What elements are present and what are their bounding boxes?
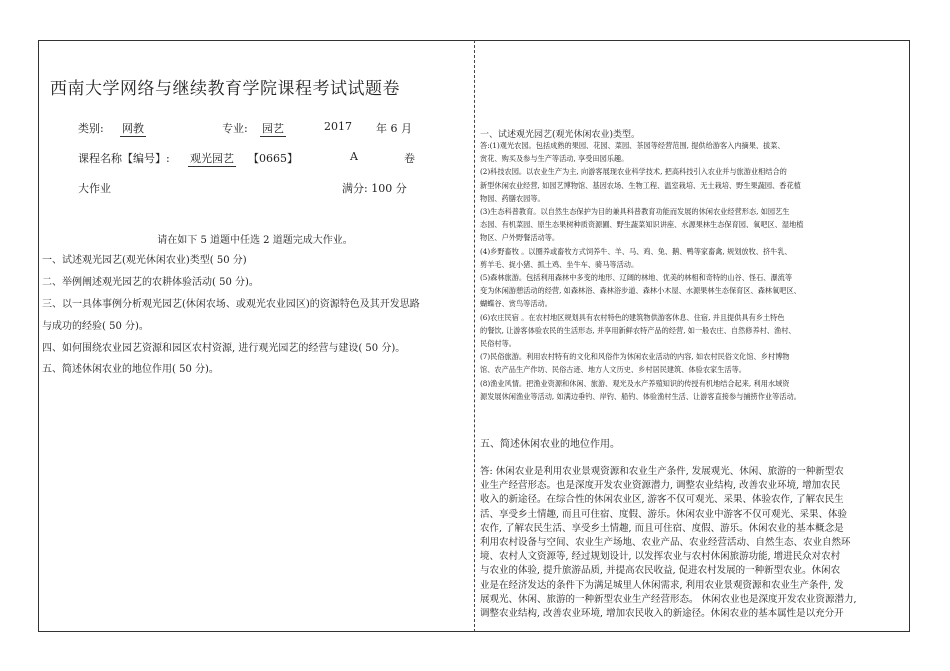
question-3: 三、以一具体事例分析观光园艺(休闲农场、或观光农业园区)的资源特色及其开发思路 bbox=[42, 299, 420, 310]
answer-line: 态园、有机菜园、原生态果树种质资源圃、野生蔬菜知识讲座、水源果林生态保育园、氧吧区、湿地植 bbox=[480, 220, 804, 230]
answer-5-body bbox=[480, 465, 857, 621]
question-4: 四、如何围绕农业园艺资源和园区农村资源, 进行观光园艺的经营与建设( 50 分)。 bbox=[42, 343, 406, 354]
answer-line: 收入的新途径。在综合性的休闲农业区, 游客不仅可观光、采果、体验农作, 了解农民生 bbox=[480, 494, 844, 506]
exam-month: 年 6 月 bbox=[376, 122, 412, 135]
course-label: 课程名称【编号】: bbox=[78, 152, 170, 165]
answer-line: (8)渔业风情。把渔业资源和休闲、旅游、观光及水产养殖知识的传授有机地结合起来, 利用水域资 bbox=[480, 378, 790, 388]
answer-line: 馆、农产品生产作坊、民俗古迹、地方人文历史、乡村居民建筑、体验农家生活等。 bbox=[480, 365, 746, 375]
answer-line: 蝴蝶谷、赏鸟等活动。 bbox=[480, 299, 552, 309]
answer-line: 民俗村等。 bbox=[480, 339, 516, 349]
answer-line: 的餐饮, 让游客体验农民的生活形态, 并享用新鲜农特产品的经营, 如一般农庄、自然修养村、渔村、 bbox=[480, 325, 796, 335]
paper-letter: A bbox=[350, 150, 358, 163]
answer-line: 业生产经营形态。也是深度开发农业资源潜力, 调整农业结构, 改善农业环境, 增加农民 bbox=[480, 480, 841, 492]
instruction: 请在如下 5 道题中任选 2 道题完成大作业。 bbox=[157, 235, 353, 246]
exam-title: 西南大学网络与继续教育学院课程考试试题卷 bbox=[50, 79, 400, 99]
column-divider bbox=[474, 40, 475, 632]
answer-line: 物区、户外野餐活动等。 bbox=[480, 233, 560, 243]
answer-line: 剪羊毛、捉小猪、抓土鸡、坐牛车、骑马等活动。 bbox=[480, 259, 639, 269]
answer-line: 调整农业结构, 改善农业环境, 增加农民收入的新途径。休闲农业的基本属性是以充分开 bbox=[480, 608, 844, 620]
course-code: 【0665】 bbox=[248, 152, 298, 165]
answer-1-heading: 一、试述观光园艺(观光休闲农业)类型。 bbox=[480, 130, 641, 140]
answer-line: 赏花、购买及参与生产等活动, 享受田园乐趣。 bbox=[480, 154, 629, 164]
answer-line: 源发展休闲渔业等活动, 如满边垂钓、岸钓、船钓、体验渔村生活、让游客直接参与捕捞作业等活动。 bbox=[480, 391, 801, 401]
answer-line: (7)民俗旅游。利用农村特有的文化和风俗作为休闲农业活动的内容, 如农村民俗文化馆、乡村博物 bbox=[480, 352, 790, 362]
exam-year: 2017 bbox=[324, 120, 352, 133]
answer-line: (4)乡野畜牧 。以圈养或畜牧方式饲养牛、羊、马、鸡、兔、鹅、鸭等家畜禽, 规划放牧、挤牛乳、 bbox=[480, 246, 792, 256]
answer-line: 答:(1)观光农园。包括成熟的果园、花园、菜园、茶园等经营范围, 提供给游客入内摘果、拔菜、 bbox=[480, 141, 785, 150]
answer-line: 展观光、休闲、旅游的一种新型农业生产经营形态。 休闲农业也是深度开发农业资源潜力, bbox=[480, 593, 857, 605]
question-2: 二、举例阐述观光园艺的农耕体验活动( 50 分)。 bbox=[42, 277, 259, 288]
answer-line: (5)森林旅游。包括利用森林中多变的地形、辽阔的林地、优美的林相和奇特的山谷、怪石、瀑流等 bbox=[480, 273, 793, 283]
answer-line: 与农业的体验, 提升旅游品质, 并提高农民收益, 促进农村发展的一种新型农业。休闲农 bbox=[480, 565, 841, 577]
category-label: 类别: bbox=[78, 122, 104, 135]
question-5: 五、简述休闲农业的地位作用( 50 分)。 bbox=[42, 364, 219, 375]
answer-line: 利用农村设备与空间、农业生产场地、农业产品、农业经营活动、自然生态、农业自然环 bbox=[480, 537, 851, 549]
category-value: 网教 bbox=[122, 122, 144, 135]
major-value: 园艺 bbox=[262, 122, 284, 135]
answer-line: 境、农村人文资源等, 经过规划设计, 以发挥农业与农村休闲旅游功能, 增进民众对农村 bbox=[480, 551, 841, 563]
answer-line: (6)农庄民宿 。在农村地区规划具有农村特色的建筑物供游客休息、住宿, 并且提供具有乡土特色 bbox=[480, 312, 785, 322]
answer-1-body bbox=[480, 139, 803, 403]
answer-line: (3)生态科普教育。以自然生态保护为目的兼具科普教育功能而发展的休闲农业经营形态, 如园艺生 bbox=[480, 207, 790, 217]
answer-line: (2)科技农园。以农业生产为主, 向游客展现农业科学技术, 把高科技引入农业并与旅游业相结合的 bbox=[480, 167, 787, 177]
answer-line: 物园、药膳农园等。 bbox=[480, 193, 545, 203]
answer-line: 业是在经济发达的条件下为满足城里人休闲需求, 利用农业景观资源和农业生产条件, 发 bbox=[480, 579, 844, 591]
answer-5-heading: 五、简述休闲农业的地位作用。 bbox=[480, 439, 620, 450]
assignment-type: 大作业 bbox=[78, 182, 111, 195]
question-1: 一、试述观光园艺(观光休闲农业)类型( 50 分) bbox=[42, 255, 247, 266]
answer-line: 农作, 了解农民生活、享受乡土情趣, 而且可住宿、度假、游乐。休闲农业的基本概念是 bbox=[480, 522, 844, 534]
answer-line: 答: 休闲农业是利用农业景观资源和农业生产条件, 发展观光、休闲、旅游的一种新型农 bbox=[480, 466, 844, 477]
paper-suffix: 卷 bbox=[404, 152, 415, 165]
course-value: 观光园艺 bbox=[190, 152, 234, 165]
major-label: 专业: bbox=[222, 122, 248, 135]
answer-line: 活、享受乡土情趣, 而且可住宿、度假、游乐。休闲农业中游客不仅可观光、采果、体验 bbox=[480, 508, 848, 520]
question-3-cont: 与成功的经验( 50 分)。 bbox=[42, 321, 149, 332]
answer-line: 变为休闲游憩活动的经营, 如森林浴、森林浴步道、森林小木屋、水源果林生态保育区、森林氧吧区、 bbox=[480, 286, 801, 296]
answer-line: 新型休闲农业经营, 如园艺博物馆、基因农场、生物工程、温室栽培、无土栽培、野生果蔬园、香花植 bbox=[480, 180, 801, 190]
full-score: 满分: 100 分 bbox=[342, 182, 407, 195]
